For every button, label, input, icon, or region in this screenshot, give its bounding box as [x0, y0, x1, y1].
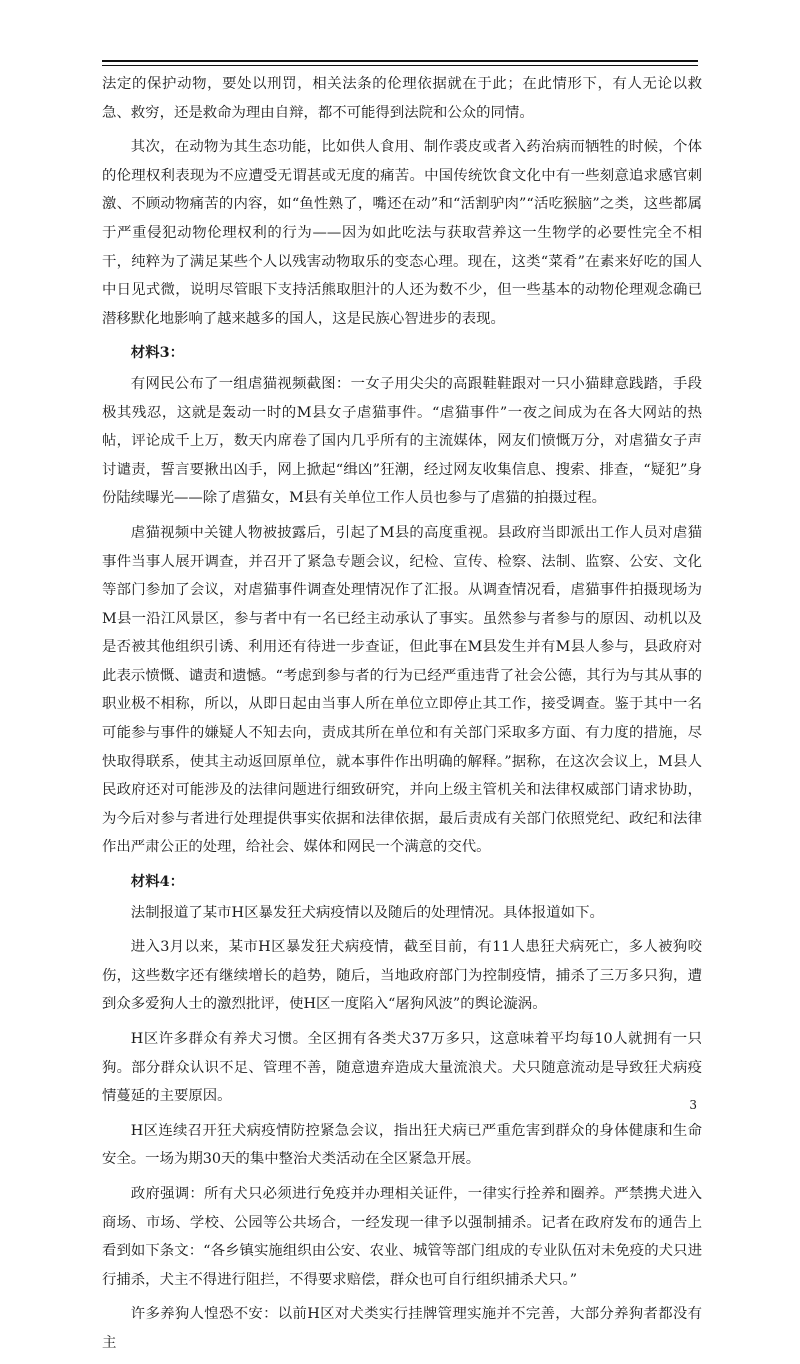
paragraph: H区许多群众有养犬习惯。全区拥有各类犬37万多只，这意味着平均每10人就拥有一只狗。部分群众认识不足、管理不善，随意遗弃造成大量流浪犬。犬只随意流动是导致狂犬病疫情蔓延的主要原因。	[102, 1031, 702, 1105]
paragraph: H区连续召开狂犬病疫情防控紧急会议，指出狂犬病已严重危害到群众的身体健康和生命安全。一场为期30天的集中整治犬类活动在全区紧急开展。	[102, 1122, 702, 1168]
paragraph: 法定的保护动物，要处以刑罚，相关法条的伦理依据就在于此；在此情形下，有人无论以救急、救穷，还是救命为理由自辩，都不可能得到法院和公众的同情。	[102, 76, 702, 121]
paragraph: 许多养狗人惶恐不安：以前H区对犬类实行挂牌管理实施并不完善，大部分养狗者都没有主	[102, 1306, 702, 1351]
paragraph: 有网民公布了一组虐猫视频截图：一女子用尖尖的高跟鞋鞋跟对一只小猫肆意践踏，手段极其残忍，这就是轰动一时的M县女子虐猫事件。“虐猫事件”一夜之间成为在各大网站的热帖，评论成千上万，数天内席卷了国内几乎所有的主流媒体，网友们愤慨万分，对虐猫女子声讨谴责，誓言要揪出凶手，网上掀起“缉凶”狂潮，经过网友收集信息、搜索、排查，“疑犯”身份陆续曝光——除了虐猫女，M县有关单位工作人员也参与了虐猫的拍摄过程。	[102, 375, 702, 507]
header-rule-thick	[102, 60, 698, 62]
paragraph: 虐猫视频中关键人物被披露后，引起了M县的高度重视。县政府当即派出工作人员对虐猫事件当事人展开调查，并召开了紧急专题会议，纪检、宣传、检察、法制、监察、公安、文化等部门参加了会议，对虐猫事件调查处理情况作了汇报。从调查情况看，虐猫事件拍摄现场为M县一沿江风景区，参与者中有一名已经主动承认了事实。虽然参与者参与的原因、动机以及是否被其他组织引诱、利用还有待进一步查证，但此事在M县发生并有M县人参与，县政府对此表示愤慨、谴责和遗憾。“考虑到参与者的行为已经严重违背了社会公德，其行为与其从事的职业极不相称，所以，从即日起由当事人所在单位立即停止其工作，接受调查。鉴于其中一名可能参与事件的嫌疑人不知去向，责成其所在单位和有关部门采取多方面、有力度的措施，尽快取得联系，使其主动返回原单位，就本事件作出明确的解释。”据称，在这次会议上，M县人民政府还对可能涉及的法律问题进行细致研究，并向上级主管机关和法律权威部门请求协助，为今后对参与者进行处理提供事实依据和法律依据，最后责成有关部门依照党纪、政纪和法律作出严肃公正的处理，给社会、媒体和网民一个满意的交代。	[102, 524, 702, 856]
paragraph: 进入3月以来，某市H区暴发狂犬病疫情，截至目前，有11人患狂犬病死亡，多人被狗咬伤，这些数字还有继续增长的趋势，随后，当地政府部门为控制疫情，捕杀了三万多只狗，遭到众多爱狗人士的激烈批评，使H区一度陷入“屠狗风波”的舆论漩涡。	[102, 939, 702, 1013]
paragraph: 其次，在动物为其生态功能，比如供人食用、制作裘皮或者入药治病而牺牲的时候，个体的伦理权利表现为不应遭受无谓甚或无度的痛苦。中国传统饮食文化中有一些刻意追求感官刺激、不顾动物痛苦的内容，如“鱼性熟了，嘴还在动”和“活割驴肉”“活吃猴脑”之类，这些都属于严重侵犯动物伦理权利的行为——因为如此吃法与获取营养这一生物学的必要性完全不相干，纯粹为了满足某些个人以残害动物取乐的变态心理。现在，这类“菜肴”在素来好吃的国人中日见式微，说明尽管眼下支持活熊取胆汁的人还为数不少，但一些基本的动物伦理观念确已潜移默化地影响了越来越多的国人，这是民族心智进步的表现。	[102, 139, 702, 327]
header-rule-thin	[102, 65, 698, 66]
page-number: 3	[689, 1098, 697, 1112]
document-body	[102, 70, 702, 1364]
paragraph: 法制报道了某市H区暴发狂犬病疫情以及随后的处理情况。具体报道如下。	[130, 904, 604, 921]
section-heading: 材料4：	[130, 873, 184, 891]
section-heading: 材料3：	[130, 344, 184, 362]
paragraph: 政府强调：所有犬只必须进行免疫并办理相关证件，一律实行拴养和圈养。严禁携犬进入商场、市场、学校、公园等公共场合，一经发现一律予以强制捕杀。记者在政府发布的通告上看到如下条文：“各乡镇实施组织由公安、农业、城管等部门组成的专业队伍对未免疫的犬只进行捕杀，犬主不得进行阻拦，不得要求赔偿，群众也可自行组织捕杀犬只。”	[102, 1185, 702, 1288]
